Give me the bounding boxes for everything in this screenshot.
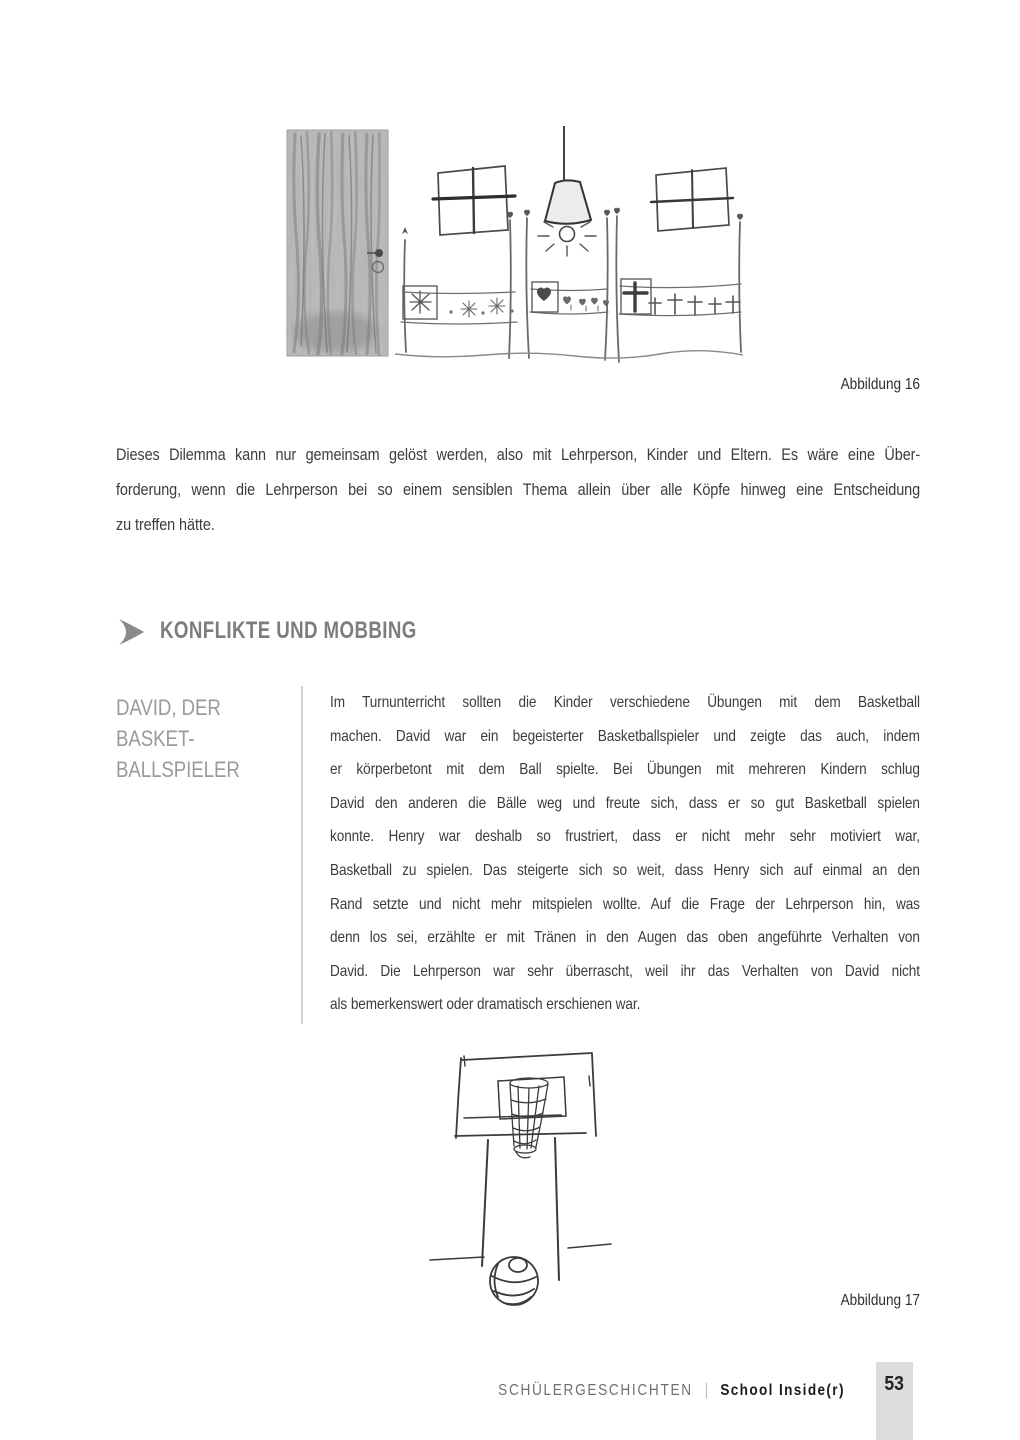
chevron-right-arrow-icon [118,619,145,645]
door-sketch [287,130,388,356]
footer-divider: | [704,1380,709,1399]
footer-book-title: School Inside(r) [720,1382,845,1399]
section-heading: KONFLIKTE UND MOBBING [160,617,417,644]
shelf-hearts-sketch [530,282,609,314]
window-sketch-left [433,166,515,235]
column-divider [301,686,303,1024]
door-handle-icon [375,249,383,257]
figure-17-drawing [428,1048,628,1308]
page-number-box [876,1362,913,1440]
intro-paragraph: Dieses Dilemma kann nur gemeinsam gelöst werden, also mit Lehrperson, Kinder und Eltern. Es wäre eine Über- forderung, wenn die Lehrperson bei so einem sensiblen Thema allein über alle Köpfe hinweg eine Entscheidung zu treffen hätte. [116,445,921,534]
ball-sketch [490,1257,538,1305]
lamp-sketch [538,126,596,256]
footer [498,1380,845,1400]
shelf-crosses-sketch [619,279,741,316]
figure-16-drawing [283,126,743,363]
ground-line-sketch [395,351,743,358]
basketball-hoop-drawing-icon [428,1048,628,1308]
window-sketch-right [651,168,733,231]
story-paragraph: Im Turnunterricht sollten die Kinder verschiedene Übungen mit dem Basketball machen. David war ein begeisterter Basketballspieler und zeigte das auch, indem er körperbetont mit dem Ball spielte. Bei Übungen mit mehreren Kindern schlug David den anderen die Bälle weg und freute sich, dass er so gut Basketball spielen konnte. Henry war deshalb so frustriert, dass er nicht mehr sehr motiviert war, Basketball zu spielen. Das steigerte sich so weit, dass Henry sich auf einmal an den Rand setzte und nicht mehr mitspielen wollte. Auf die Frage der Lehrperson hin, was denn los sei, erzählte er mit Tränen in den Augen das oben angeführte Verhalten von David. Die Lehrperson war sehr überrascht, weil ihr das Verhalten von David nicht als bemerkenswert oder dramatisch erschienen war. [330,694,920,1014]
story-sidebar-label: DAVID, DER BASKET- BALLSPIELER [116,695,240,782]
door-windows-lamp-drawing-icon [283,126,743,363]
backboard-sketch [455,1053,596,1138]
shelf-stars-sketch [401,286,517,324]
footer-section-label: SCHÜLERGESCHICHTEN [498,1382,693,1399]
figure-16-caption: Abbildung 16 [840,376,920,393]
page-number: 53 [884,1373,905,1395]
figure-17-caption: Abbildung 17 [840,1292,920,1309]
